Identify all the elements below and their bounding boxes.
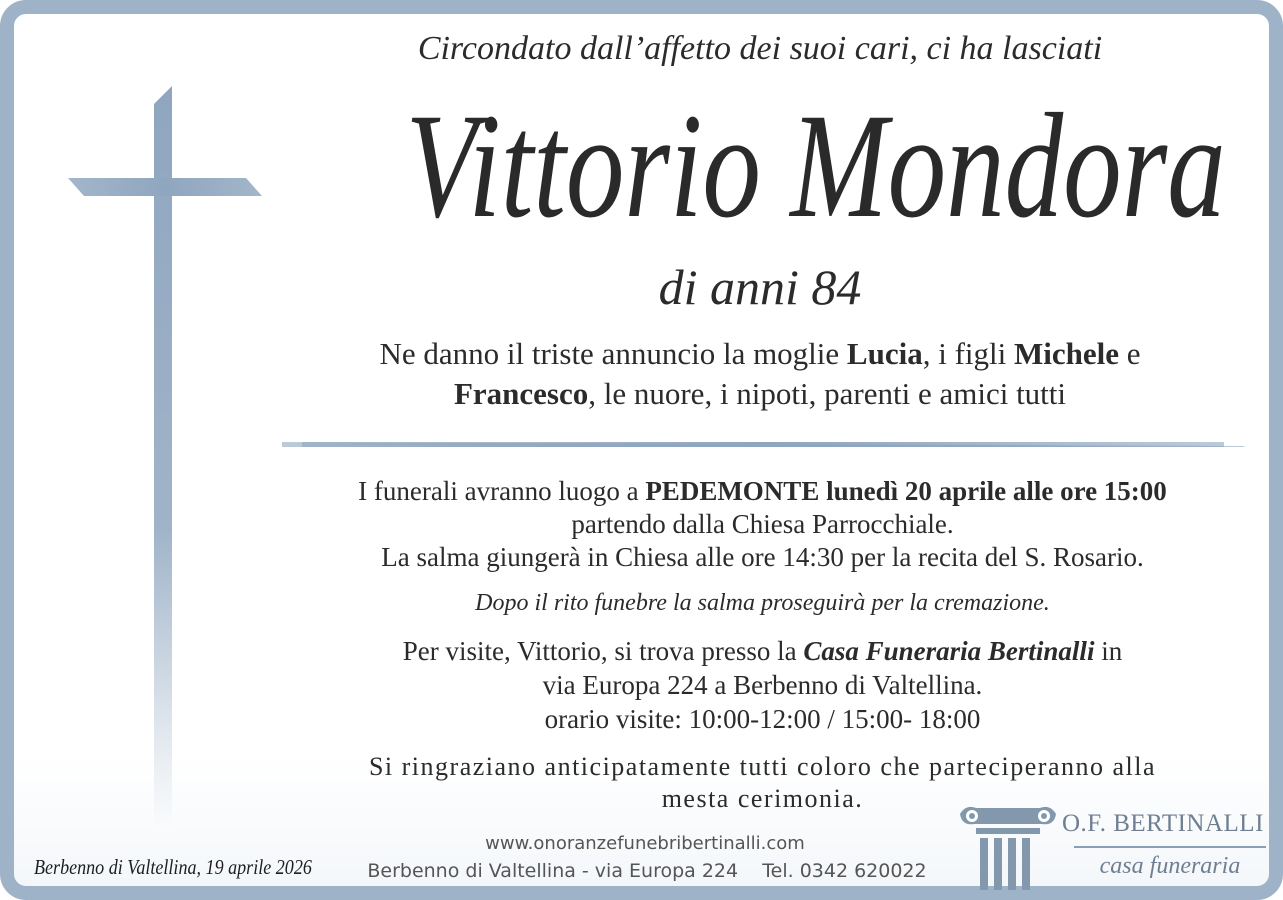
son-name: Francesco (453, 376, 589, 411)
divider (282, 438, 1244, 450)
place-date: Berbenno di Valtellina, 19 aprile 2026 (34, 855, 312, 879)
cross-icon (68, 86, 262, 826)
column-icon (958, 804, 1058, 890)
visits-text: via Europa 224 a Berbenno di Valtellina. (542, 670, 983, 700)
wife-name: Lucia (846, 336, 923, 371)
contact-line (352, 860, 942, 882)
intro-line: Circondato dall’affetto dei suoi cari, ci ha lasciati (417, 30, 1103, 67)
announcement-text: Ne danno il triste annuncio la moglie (379, 336, 847, 371)
visits-text: in (1094, 636, 1123, 666)
thanks-note (300, 751, 1225, 815)
visits-info (300, 634, 1225, 736)
address: Berbenno di Valtellina - via Europa 224 (367, 860, 739, 882)
deceased-name: Vittorio Mondora (405, 83, 1226, 249)
funeral-text: I funerali avranno luogo a (358, 476, 646, 506)
funeral-home-name: Casa Funeraria Bertinalli (803, 636, 1095, 666)
visits-text: Per visite, Vittorio, si trova presso la (402, 636, 804, 666)
brand-name: O.F. BERTINALLI (1062, 810, 1264, 837)
announcement (300, 334, 1220, 414)
announcement-text: , le nuore, i nipoti, parenti e amici tutti (588, 376, 1067, 411)
announcement-text: , i figli (922, 336, 1014, 371)
son-name: Michele (1014, 336, 1120, 371)
funeral-info (300, 475, 1225, 574)
funeral-text: partendo dalla Chiesa Parrocchiale. (571, 509, 954, 539)
announcement-text: e (1119, 336, 1141, 371)
thanks-text: mesta cerimonia. (661, 784, 864, 813)
funeral-details: PEDEMONTE lunedì 20 aprile alle ore 15:00 (645, 476, 1167, 506)
website: www.onoranzefunebribertinalli.com (485, 833, 805, 854)
brand-subtitle: casa funeraria (1099, 853, 1241, 879)
funeral-text: La salma giungerà in Chiesa alle ore 14:30 per la recita del S. Rosario. (381, 542, 1144, 572)
phone: Tel. 0342 620022 (762, 860, 927, 882)
brand-divider (1074, 846, 1266, 848)
cremation-note: Dopo il rito funebre la salma proseguirà per la cremazione. (475, 590, 1050, 616)
age-line: di anni 84 (658, 259, 862, 315)
thanks-text: Si ringraziano anticipatamente tutti coloro che parteciperanno alla (368, 752, 1157, 781)
visits-hours: orario visite: 10:00-12:00 / 15:00- 18:00 (544, 704, 981, 734)
